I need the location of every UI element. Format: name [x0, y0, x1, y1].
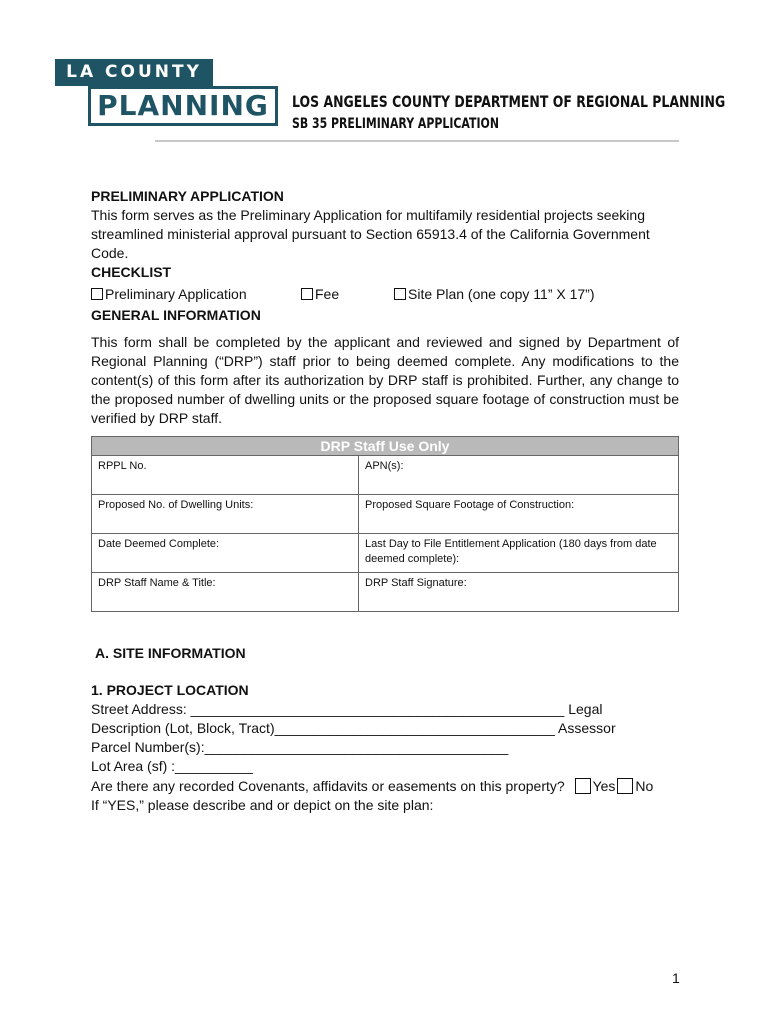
- last-day-to-file-field[interactable]: Last Day to File Entitlement Application (180 days from date deemed complete):: [359, 534, 679, 573]
- intro-body: This form serves as the Preliminary Application for multifamily residential projects seeking streamlined ministerial approval pursuant to Section 65913.4 of the California Government Code.: [91, 207, 650, 261]
- department-title: LOS ANGELES COUNTY DEPARTMENT OF REGIONAL PLANNING: [292, 92, 726, 111]
- staff-signature-field[interactable]: DRP Staff Signature:: [359, 573, 679, 612]
- rppl-field[interactable]: RPPL No.: [92, 456, 359, 495]
- covenants-question: [91, 777, 653, 796]
- checkbox-no[interactable]: [617, 778, 633, 794]
- checkbox-site-plan[interactable]: [394, 288, 406, 300]
- table-row: [92, 495, 679, 534]
- checkbox-yes[interactable]: [575, 778, 591, 794]
- describe-instruction: If “YES,” please describe and or depict on the site plan:: [91, 797, 434, 813]
- project-location-heading: 1. PROJECT LOCATION: [91, 682, 249, 698]
- staff-use-table: [91, 436, 679, 612]
- lot-area-field[interactable]: Lot Area (sf) :__________: [91, 758, 253, 774]
- checklist-label: Preliminary Application: [105, 286, 247, 302]
- covenants-label: Are there any recorded Covenants, affidavits or easements on this property?: [91, 778, 565, 794]
- header-divider: [155, 140, 679, 142]
- no-label: No: [635, 778, 654, 794]
- table-row: [92, 534, 679, 573]
- checklist-item-site-plan[interactable]: [394, 285, 595, 304]
- general-heading: GENERAL INFORMATION: [91, 307, 261, 323]
- checklist-label: Site Plan (one copy 11” X 17”): [408, 286, 595, 302]
- checkbox-preliminary-application[interactable]: [91, 288, 103, 300]
- checklist-label: Fee: [315, 286, 340, 302]
- checklist-item-fee[interactable]: [301, 285, 339, 304]
- apn-field[interactable]: APN(s):: [359, 456, 679, 495]
- legal-description-field[interactable]: Description (Lot, Block, Tract)____________________________________ Assessor: [91, 720, 616, 736]
- yes-label: Yes: [592, 778, 616, 794]
- general-body: This form shall be completed by the applicant and reviewed and signed by Department of Regional Planning (“DRP”) staff prior to being deemed complete. Any modifications to the content(s) of this form after its authorization by DRP staff is prohibited. Further, any change to the proposed number of dwelling units or the proposed square footage of construction must be verified by DRP staff.: [91, 334, 679, 426]
- checklist-item-preliminary[interactable]: [91, 285, 247, 304]
- page-number: 1: [672, 970, 680, 986]
- square-footage-field[interactable]: Proposed Square Footage of Construction:: [359, 495, 679, 534]
- staff-table-title: DRP Staff Use Only: [92, 437, 679, 456]
- table-row: [92, 456, 679, 495]
- application-title: SB 35 PRELIMINARY APPLICATION: [292, 116, 499, 132]
- intro-heading: PRELIMINARY APPLICATION: [91, 188, 284, 204]
- dwelling-units-field[interactable]: Proposed No. of Dwelling Units:: [92, 495, 359, 534]
- parcel-number-field[interactable]: Parcel Number(s):_______________________________________: [91, 739, 509, 755]
- checkbox-fee[interactable]: [301, 288, 313, 300]
- logo-planning: PLANNING: [88, 86, 278, 126]
- checklist-heading: CHECKLIST: [91, 264, 172, 280]
- date-deemed-complete-field[interactable]: Date Deemed Complete:: [92, 534, 359, 573]
- logo-la-county: LA COUNTY: [55, 59, 213, 86]
- staff-name-title-field[interactable]: DRP Staff Name & Title:: [92, 573, 359, 612]
- table-row: [92, 573, 679, 612]
- site-info-heading: A. SITE INFORMATION: [95, 645, 246, 661]
- street-address-field[interactable]: Street Address: ________________________________________________ Legal: [91, 701, 603, 717]
